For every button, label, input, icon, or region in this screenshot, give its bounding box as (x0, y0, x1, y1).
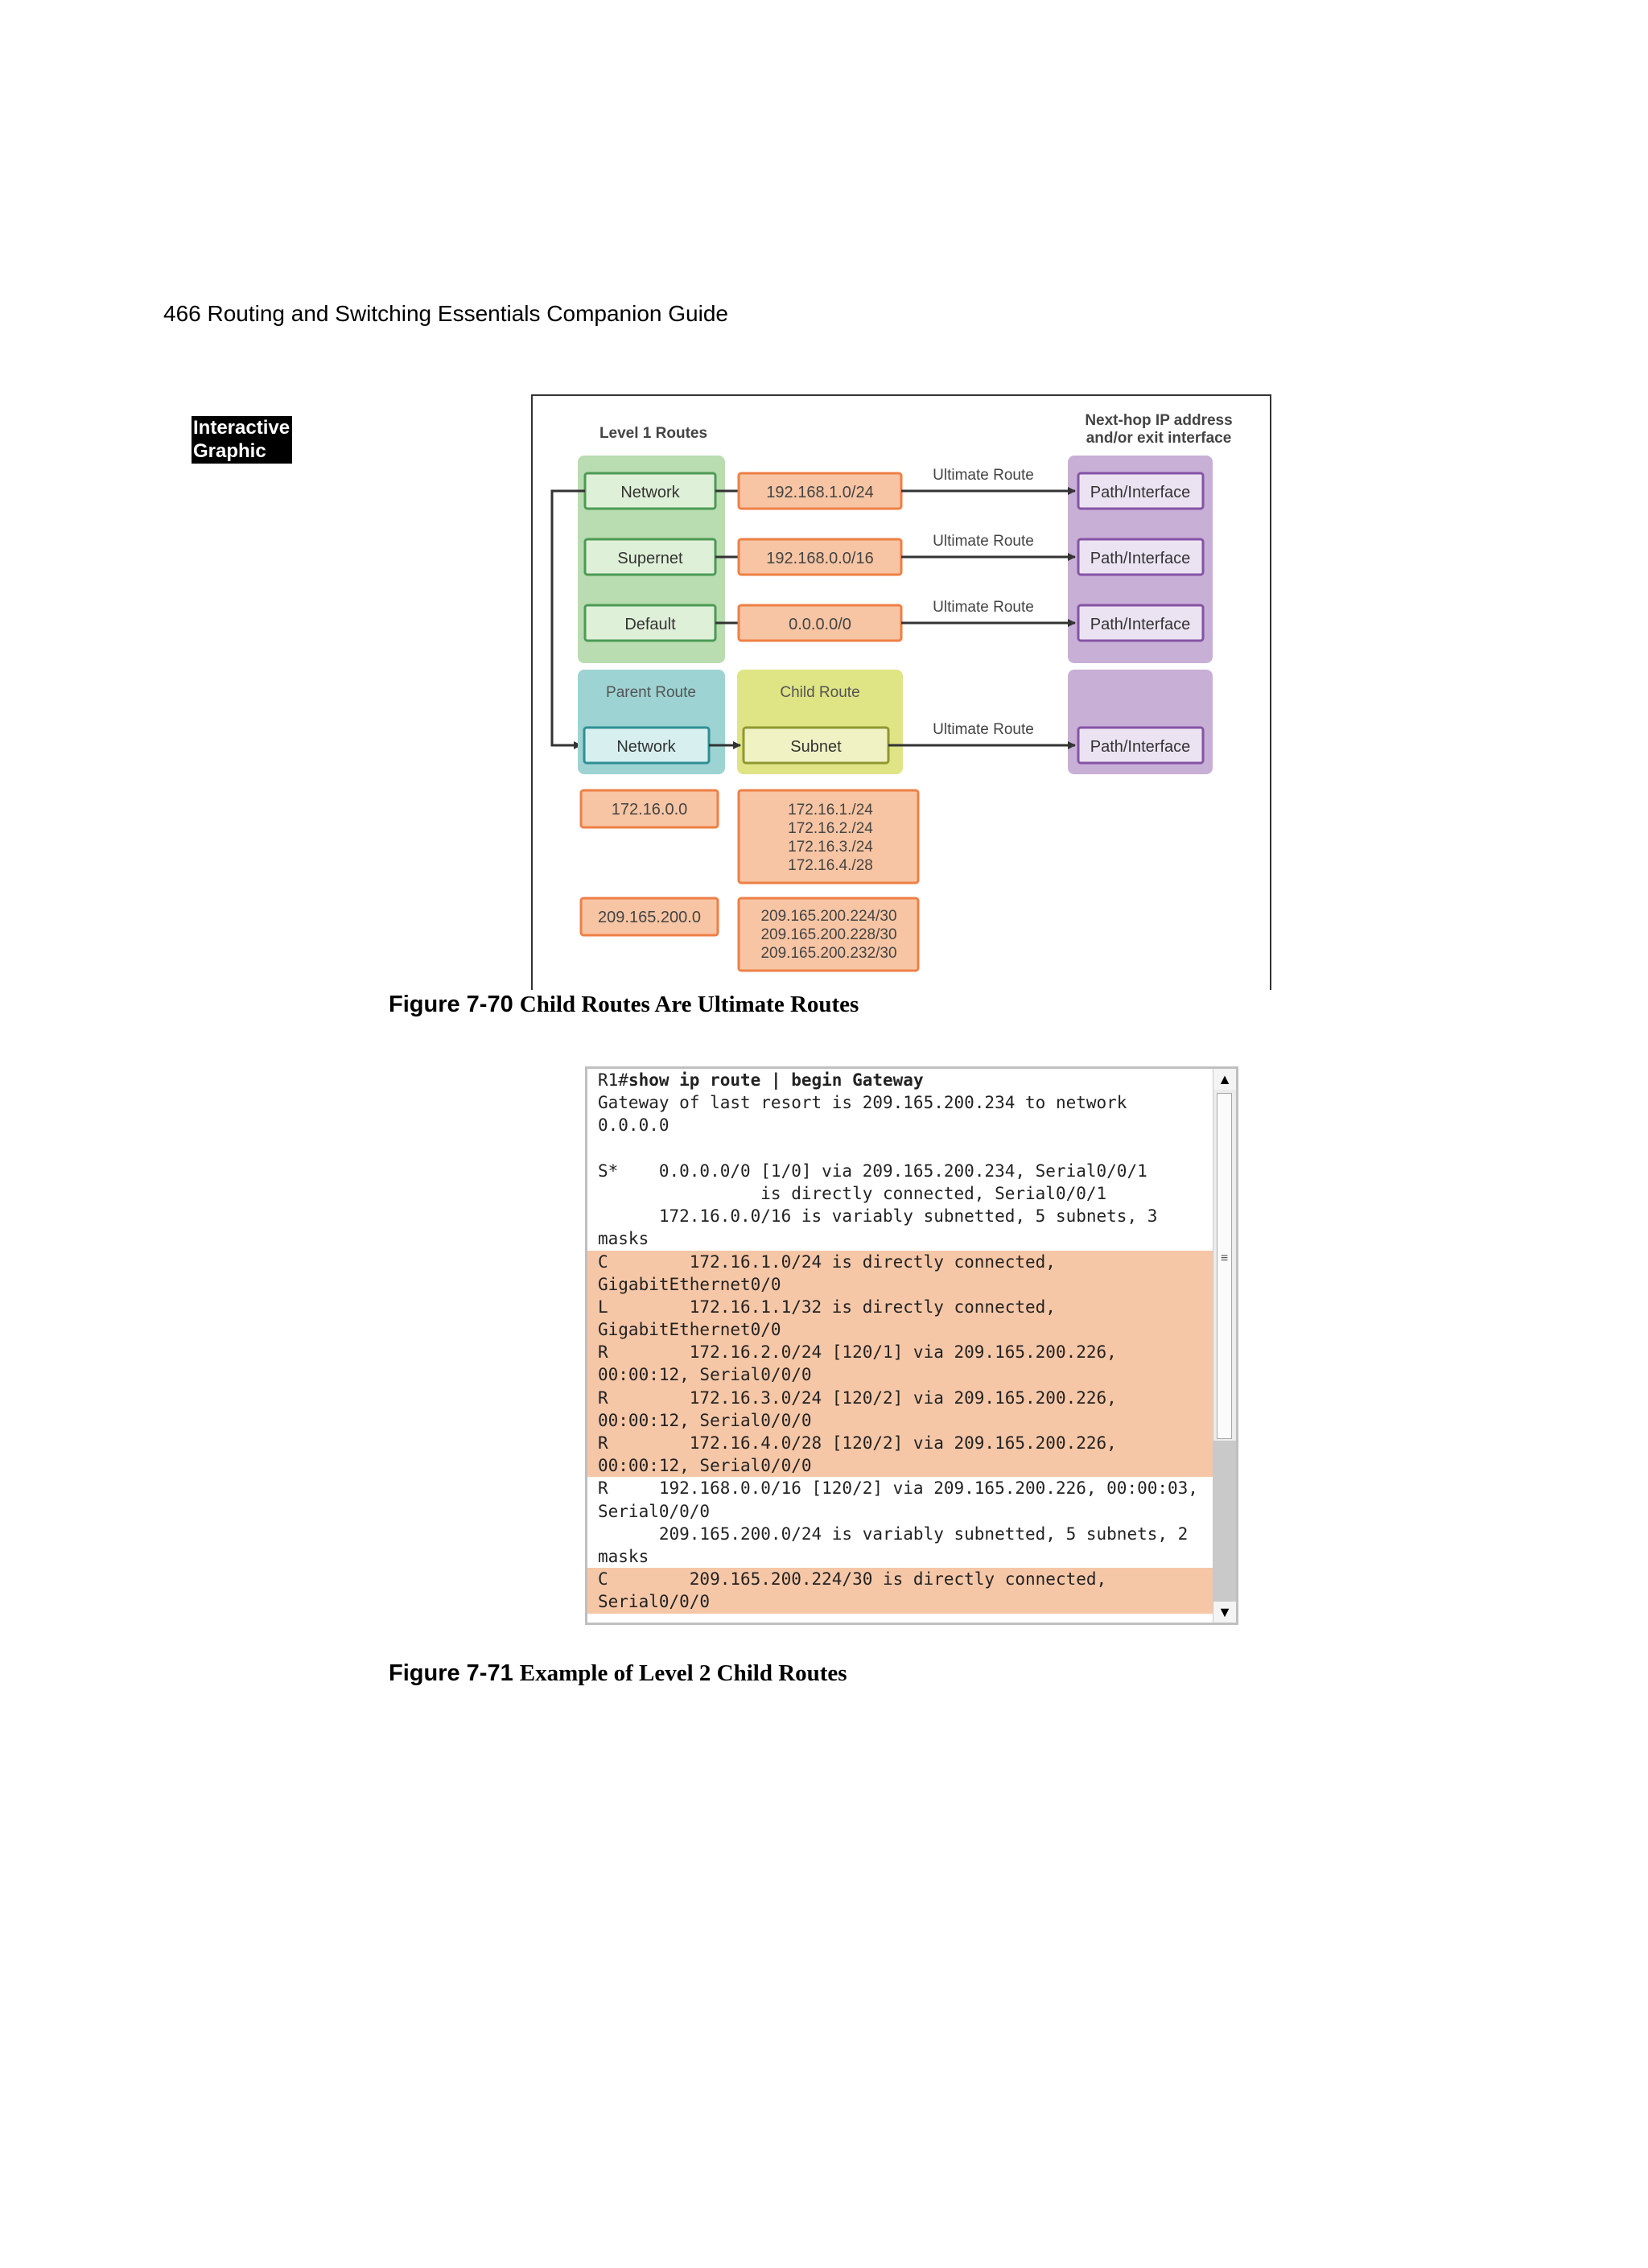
terminal-line: 172.16.0.0/16 is variably subnetted, 5 subnets, 3 (598, 1206, 1158, 1227)
badge-line-1: Interactive (193, 417, 290, 439)
nexthop-title-line1: Next-hop IP address (1085, 412, 1233, 429)
interactive-graphic-badge[interactable] (192, 416, 292, 464)
highlighted-route-line: GigabitEthernet0/0 (587, 1273, 1213, 1296)
highlighted-route-line: R 172.16.2.0/24 [120/1] via 209.165.200.226, (587, 1341, 1213, 1363)
terminal-line: Gateway of last resort is 209.165.200.234 to network (598, 1093, 1127, 1113)
highlighted-route-line: R 172.16.4.0/28 [120/2] via 209.165.200.226, (587, 1432, 1213, 1454)
highlighted-route-line: L 172.16.1.1/32 is directly connected, (587, 1296, 1213, 1318)
example1-parent-label: 172.16.0.0 (611, 801, 688, 819)
ultimate-route-label: Ultimate Route (933, 467, 1034, 484)
level1-title: Level 1 Routes (599, 425, 708, 442)
child-path-interface-label: Path/Interface (1090, 738, 1191, 756)
example2-child: 209.165.200.232/30 (760, 945, 897, 962)
highlighted-route-line: R 172.16.3.0/24 [120/2] via 209.165.200.226, (587, 1387, 1213, 1409)
badge-line-2: Graphic (193, 440, 266, 462)
example1-child: 172.16.4./28 (788, 857, 873, 874)
example1-child: 172.16.1./24 (788, 802, 873, 819)
highlighted-route-line: GigabitEthernet0/0 (587, 1318, 1213, 1341)
scroll-thumb[interactable] (1217, 1093, 1232, 1439)
example2-child: 209.165.200.224/30 (760, 908, 897, 925)
scroll-track[interactable] (1213, 1441, 1236, 1602)
parent-network-label: Network (616, 738, 676, 756)
grip-icon: ≡ (1220, 1252, 1229, 1265)
nexthop-title-line2: and/or exit interface (1086, 430, 1232, 447)
example1-child: 172.16.2./24 (788, 820, 873, 837)
child-routes-diagram (531, 394, 1271, 990)
network-label: Network (620, 484, 680, 501)
example2-parent-label: 209.165.200.0 (598, 909, 701, 926)
terminal-line: is directly connected, Serial0/0/1 (598, 1183, 1107, 1203)
terminal-line: masks (598, 1546, 649, 1566)
terminal-line: R 192.168.0.0/16 [120/2] via 209.165.200.226, 00:00:03, (598, 1478, 1198, 1499)
terminal-line: S* 0.0.0.0/0 [1/0] via 209.165.200.234, Serial0/0/1 (598, 1161, 1147, 1181)
terminal-line (587, 1137, 1213, 1160)
example2-child: 209.165.200.228/30 (760, 926, 897, 943)
command: show ip route | begin Gateway (628, 1070, 924, 1090)
default-label: Default (624, 616, 676, 633)
figure-7-71-caption (389, 1660, 847, 1687)
terminal-line: masks (598, 1229, 649, 1249)
caption-text: Example of Level 2 Child Routes (519, 1660, 847, 1686)
highlighted-route-line: 00:00:12, Serial0/0/0 (587, 1363, 1213, 1386)
vertical-scrollbar[interactable] (1213, 1069, 1236, 1623)
terminal-line: 209.165.200.0/24 is variably subnetted, 5 subnets, 2 (598, 1524, 1189, 1544)
ultimate-route-label: Ultimate Route (933, 533, 1034, 550)
caption-number: Figure 7-71 (389, 1660, 513, 1686)
terminal-text-area[interactable] (587, 1069, 1213, 1623)
prompt: R1# (598, 1070, 628, 1090)
caption-number: Figure 7-70 (389, 992, 513, 1017)
path-interface-label: Path/Interface (1090, 550, 1191, 567)
prefix-label: 192.168.0.0/16 (766, 550, 874, 567)
terminal-output-window[interactable] (585, 1066, 1238, 1625)
parent-route-title: Parent Route (606, 684, 696, 701)
prefix-label: 192.168.1.0/24 (766, 484, 874, 501)
command-line (587, 1069, 1213, 1091)
ultimate-route-label: Ultimate Route (933, 599, 1034, 616)
running-head: 466 Routing and Switching Essentials Companion Guide (163, 301, 728, 326)
child-subnet-label: Subnet (790, 738, 842, 756)
figure-7-70-caption (389, 992, 859, 1018)
example1-child: 172.16.3./24 (788, 839, 873, 856)
highlighted-route-line: 00:00:12, Serial0/0/0 (587, 1409, 1213, 1432)
scroll-up-icon[interactable]: ▲ (1213, 1069, 1236, 1090)
path-interface-label: Path/Interface (1090, 616, 1191, 633)
highlighted-route-line: C 209.165.200.224/30 is directly connected, (587, 1568, 1213, 1590)
path-interface-label: Path/Interface (1090, 484, 1191, 501)
child-route-title: Child Route (780, 684, 860, 701)
diagram-canvas (533, 396, 1273, 992)
terminal-line: 0.0.0.0 (598, 1115, 670, 1136)
highlighted-route-line: 00:00:12, Serial0/0/0 (587, 1454, 1213, 1477)
scroll-down-icon[interactable]: ▼ (1213, 1602, 1236, 1623)
prefix-label: 0.0.0.0/0 (789, 616, 851, 633)
caption-text: Child Routes Are Ultimate Routes (519, 992, 859, 1017)
child-ultimate-route-label: Ultimate Route (933, 721, 1034, 738)
terminal-line: Serial0/0/0 (598, 1501, 711, 1521)
highlighted-route-line: C 172.16.1.0/24 is directly connected, (587, 1251, 1213, 1273)
supernet-label: Supernet (617, 550, 683, 567)
highlighted-route-line: Serial0/0/0 (587, 1590, 1213, 1613)
